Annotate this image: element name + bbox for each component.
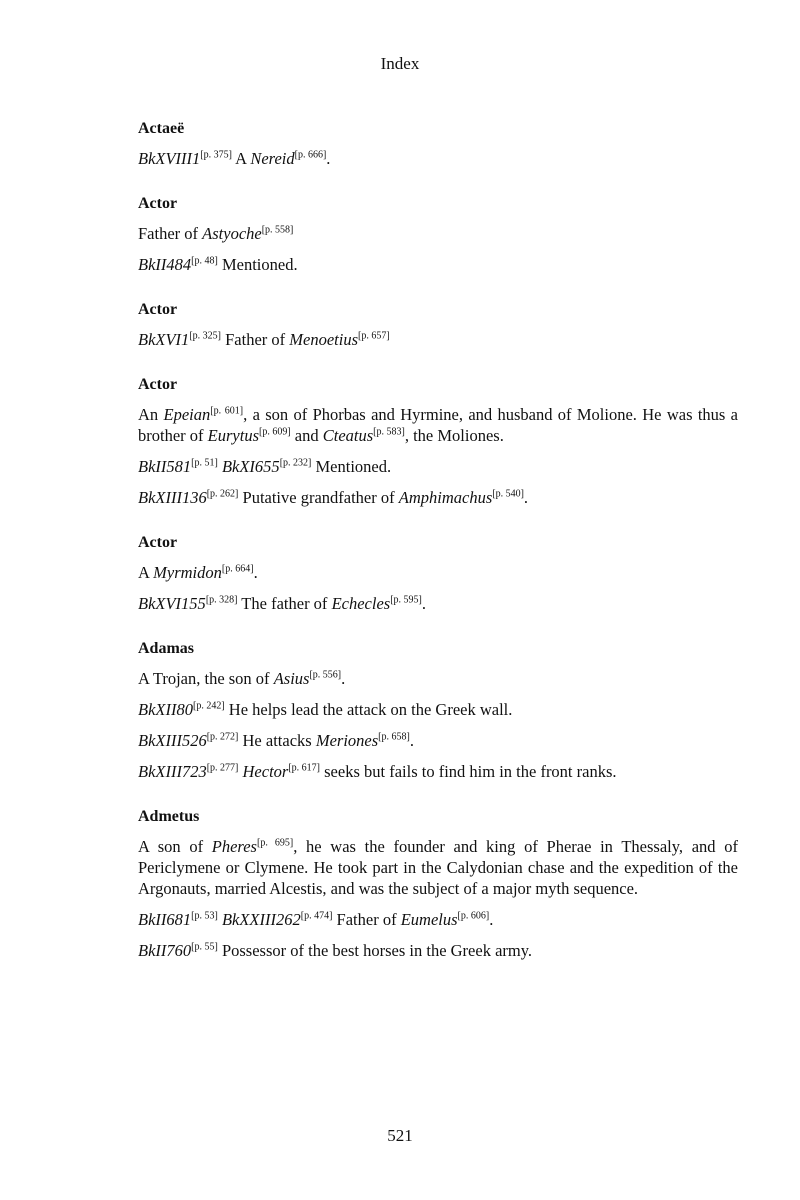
page-reference[interactable]: [p. 51]: [191, 457, 218, 469]
entry-text: , he was the founder and king of Pherae in Thessaly, and of Periclymene or Clymene. He took part in the Calydonian chase and the expedition of the Argonauts, married Alcestis, and was the subject of a major myth sequence.: [138, 837, 738, 898]
index-entry: [138, 301, 738, 350]
cross-reference-link[interactable]: BkII681: [138, 910, 192, 929]
cross-reference-link[interactable]: BkXVIII1: [138, 149, 201, 168]
entry-reference-line: [138, 593, 738, 614]
entry-text: , a son of Phorbas and Hyrmine, and husband of Molione. He was thus a brother of: [138, 405, 738, 445]
entry-reference-line: [138, 940, 738, 961]
entry-reference-line: [138, 730, 738, 751]
page-reference[interactable]: [p. 474]: [300, 910, 333, 922]
entry-title: Actor: [138, 195, 178, 212]
entry-text: Mentioned.: [217, 255, 298, 274]
cross-reference-link[interactable]: Hector: [242, 762, 289, 781]
page-reference[interactable]: [p. 262]: [206, 488, 239, 500]
page-reference[interactable]: [p. 375]: [200, 149, 232, 161]
index-entries: [138, 120, 738, 987]
cross-reference-link[interactable]: Epeian: [163, 405, 211, 424]
cross-reference-link[interactable]: BkXIII723: [138, 762, 207, 781]
cross-reference-link[interactable]: BkXIII526: [138, 731, 207, 750]
entry-reference-line: [138, 909, 738, 930]
page-reference[interactable]: [p. 583]: [373, 426, 405, 438]
cross-reference-link[interactable]: Meriones: [315, 731, 379, 750]
page-reference[interactable]: [p. 48]: [191, 255, 218, 267]
entry-text: seeks but fails to find him in the front ranks.: [320, 762, 617, 781]
cross-reference-link[interactable]: BkXXIII262: [221, 910, 301, 929]
page-reference[interactable]: [p. 242]: [192, 700, 225, 712]
page-reference[interactable]: [p. 556]: [309, 669, 342, 681]
entry-text: .: [253, 563, 258, 582]
entry-reference-line: [138, 487, 738, 508]
cross-reference-link[interactable]: BkXVI155: [138, 594, 206, 613]
entry-text: A: [138, 563, 154, 582]
cross-reference-link[interactable]: Pheres: [211, 837, 257, 856]
page-reference[interactable]: [p. 695]: [256, 837, 294, 849]
entry-text: .: [341, 669, 346, 688]
cross-reference-link[interactable]: Asius: [273, 669, 310, 688]
cross-reference-link[interactable]: BkXIII136: [138, 488, 207, 507]
index-entry: [138, 534, 738, 614]
entry-reference-line: [138, 254, 738, 275]
entry-text: .: [489, 910, 494, 929]
entry-text: An: [138, 405, 164, 424]
cross-reference-link[interactable]: Menoetius: [289, 330, 358, 349]
entry-reference-line: [138, 223, 738, 244]
entry-text: .: [523, 488, 529, 507]
cross-reference-link[interactable]: BkII581: [138, 457, 192, 476]
page-reference[interactable]: [p. 601]: [210, 405, 244, 417]
cross-reference-link[interactable]: Myrmidon: [153, 563, 222, 582]
entry-text: Possessor of the best horses in the Greek army.: [217, 941, 533, 960]
page-reference[interactable]: [p. 657]: [358, 330, 390, 342]
entry-text: .: [326, 149, 331, 168]
cross-reference-link[interactable]: Eumelus: [400, 910, 458, 929]
page-reference[interactable]: [p. 658]: [378, 731, 410, 743]
entry-description: [138, 404, 738, 446]
index-entry: [138, 195, 738, 275]
entry-title: Actaeë: [138, 120, 185, 137]
index-entry: [138, 640, 738, 782]
entry-text: A Trojan, the son of: [138, 669, 274, 688]
entry-text: He attacks: [238, 731, 316, 750]
entry-text: Father of: [220, 330, 290, 349]
cross-reference-link[interactable]: Echecles: [331, 594, 391, 613]
entry-text: .: [409, 731, 414, 750]
entry-reference-line: [138, 699, 738, 720]
cross-reference-link[interactable]: BkII484: [138, 255, 192, 274]
page-reference[interactable]: [p. 272]: [206, 731, 239, 743]
entry-text: A son of: [138, 837, 212, 856]
cross-reference-link[interactable]: BkII760: [138, 941, 192, 960]
page-reference[interactable]: [p. 540]: [492, 488, 524, 500]
entry-title: Actor: [138, 301, 178, 318]
entry-reference-line: [138, 668, 738, 689]
page-reference[interactable]: [p. 595]: [390, 594, 422, 606]
page-reference[interactable]: [p. 664]: [221, 563, 254, 575]
entry-title: Admetus: [138, 808, 200, 825]
entry-text: Putative grandfather of: [238, 488, 399, 507]
page-reference[interactable]: [p. 232]: [279, 457, 312, 469]
page-reference[interactable]: [p. 666]: [294, 149, 327, 161]
entry-title: Actor: [138, 376, 178, 393]
cross-reference-link[interactable]: Amphimachus: [398, 488, 493, 507]
entry-text: He helps lead the attack on the Greek wall.: [224, 700, 513, 719]
cross-reference-link[interactable]: Nereid: [250, 149, 295, 168]
page-number: 521: [387, 1126, 413, 1145]
page-reference[interactable]: [p. 55]: [191, 941, 218, 953]
page-reference[interactable]: [p. 277]: [206, 762, 239, 774]
entry-reference-line: [138, 329, 738, 350]
cross-reference-link[interactable]: BkXVI1: [138, 330, 190, 349]
cross-reference-link[interactable]: Astyoche: [202, 224, 262, 243]
cross-reference-link[interactable]: Eurytus: [207, 426, 259, 445]
entry-reference-line: [138, 148, 738, 169]
entry-description: [138, 836, 738, 899]
page-reference[interactable]: [p. 53]: [191, 910, 218, 922]
index-entry: [138, 808, 738, 961]
entry-reference-line: [138, 456, 738, 477]
entry-text: Father of: [332, 910, 401, 929]
cross-reference-link[interactable]: Cteatus: [322, 426, 374, 445]
cross-reference-link[interactable]: BkXI655: [221, 457, 280, 476]
entry-text: and: [290, 426, 323, 445]
running-header: Index: [380, 54, 420, 73]
page-reference[interactable]: [p. 328]: [205, 594, 238, 606]
entry-title: Actor: [138, 534, 178, 551]
entry-reference-line: [138, 562, 738, 583]
entry-text: A: [231, 149, 251, 168]
entry-text: , the Moliones.: [404, 426, 504, 445]
page-reference[interactable]: [p. 558]: [261, 224, 294, 236]
entry-text: .: [421, 594, 426, 613]
page-reference[interactable]: [p. 606]: [457, 910, 490, 922]
entry-text: Father of: [138, 224, 203, 243]
page-reference[interactable]: [p. 325]: [189, 330, 221, 342]
index-entry: [138, 376, 738, 508]
entry-title: Adamas: [138, 640, 195, 657]
entry-reference-line: [138, 761, 738, 782]
cross-reference-link[interactable]: BkXII80: [138, 700, 193, 719]
entry-text: The father of: [237, 594, 332, 613]
page-reference[interactable]: [p. 617]: [288, 762, 321, 774]
entry-text: Mentioned.: [311, 457, 392, 476]
page-reference[interactable]: [p. 609]: [259, 426, 291, 438]
index-entry: [138, 120, 738, 169]
